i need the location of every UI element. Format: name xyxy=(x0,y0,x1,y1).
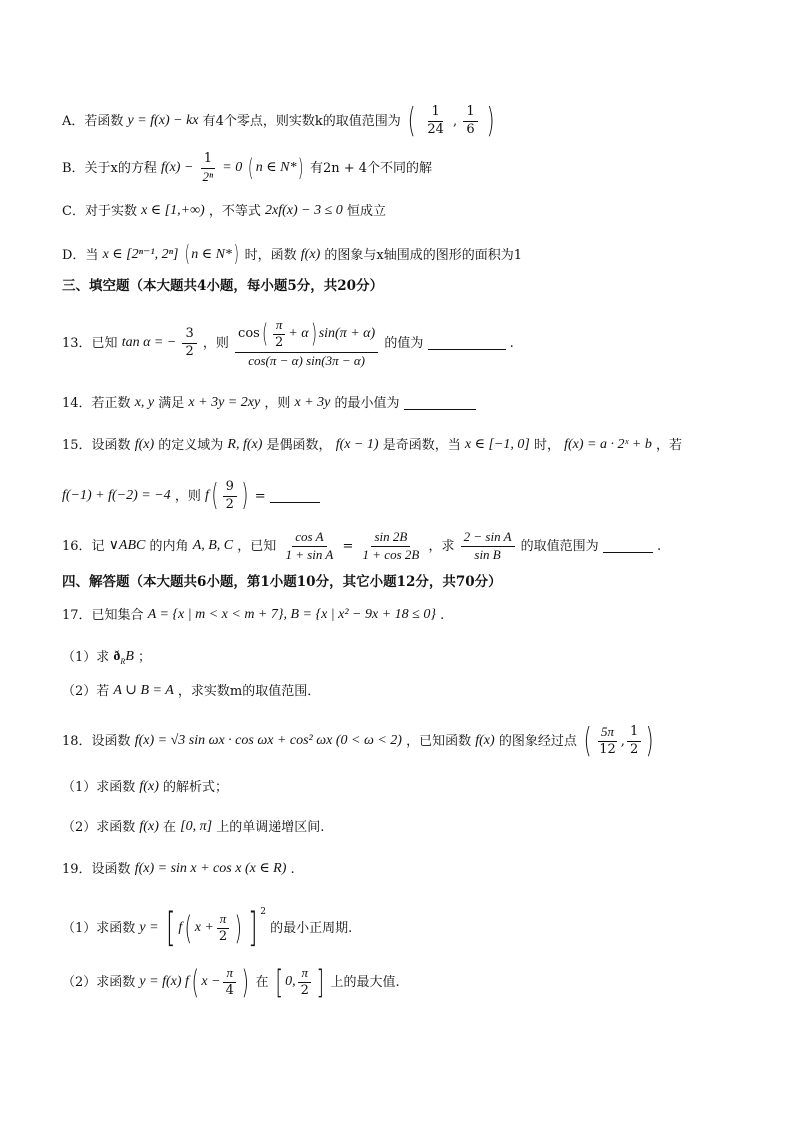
q19-p1-end: 的最小正周期. xyxy=(270,920,353,936)
q18-f: f(x) xyxy=(475,733,495,748)
comma: , xyxy=(453,113,458,129)
bracket-left: [ xyxy=(275,963,283,1002)
frac-1-24 xyxy=(424,105,447,138)
q19-p2-mid: 在 xyxy=(255,974,269,990)
q15-prefix: 15．设函数 xyxy=(62,437,131,453)
frac-num: 2 − sin A xyxy=(461,530,515,547)
question-17-part2 xyxy=(62,684,320,698)
q15-line2-expr: f(−1) + f(−2) = −4 xyxy=(62,488,171,504)
sin-term: sin(π + α) xyxy=(318,326,376,342)
frac-num: 1 xyxy=(201,152,215,169)
q19-p1-x: x + xyxy=(194,920,214,935)
frac-num: π xyxy=(223,966,236,983)
q18-p2-mid: 在 xyxy=(163,819,177,835)
q18-prefix: 18．设函数 xyxy=(62,733,131,749)
q16-text-b: ，已知 xyxy=(237,538,277,554)
paren-right: ) xyxy=(241,963,249,1002)
frac-den: 24 xyxy=(427,121,444,137)
option-c-expr: x ∈ [1,+∞) xyxy=(141,203,205,218)
frac-num: 9 xyxy=(223,480,237,497)
frac-5pi-12 xyxy=(596,725,619,758)
exponent: 2 xyxy=(260,906,266,917)
q13-big-num xyxy=(235,318,378,353)
paren-left: ( xyxy=(407,101,416,141)
frac-den: 1 + cos 2B xyxy=(362,546,420,562)
frac-den: 2 xyxy=(300,982,309,998)
frac-pi-4 xyxy=(223,966,237,999)
paren-right: ) xyxy=(645,721,654,761)
frac-num: 5π xyxy=(598,725,617,742)
frac-9-2 xyxy=(223,480,237,513)
frac-1-6 xyxy=(463,105,477,138)
question-13 xyxy=(62,318,514,369)
paren-left: ( xyxy=(184,242,190,267)
q17-end: . xyxy=(440,607,445,623)
q15-f2: f(x − 1) xyxy=(335,437,379,452)
frac-den: 4 xyxy=(225,982,234,998)
q18-p1-label: （1）求函数 xyxy=(62,779,136,795)
q15-eq: = xyxy=(254,488,266,504)
q18-p2-f: f(x) xyxy=(139,819,159,834)
frac-num: sin 2B xyxy=(371,530,410,547)
q18-expr: f(x) = √3 sin ωx · cos ωx + cos² ωx (0 < ω < 2) xyxy=(134,733,402,748)
frac-2-sinA xyxy=(461,530,515,563)
q17-p2-end: ，求实数m的取值范围． xyxy=(177,683,321,699)
q15-def: f(x) = a · 2ˣ + b xyxy=(564,437,652,452)
frac-1-2n xyxy=(200,152,217,185)
q19-p2-int-a: 0, xyxy=(285,974,296,990)
q16-end: . xyxy=(656,538,662,554)
q19-p2-expr: y = f(x) f xyxy=(139,974,189,990)
q15-text-b: 是偶函数， xyxy=(266,437,332,453)
frac-den: 2 xyxy=(185,343,194,359)
option-d-prefix: D．当 xyxy=(62,247,99,263)
q13-middle: ，则 xyxy=(202,335,229,351)
q14-suffix: 的最小值为 xyxy=(334,395,400,411)
section-3-heading: 三、填空题（本大题共4小题，每小题5分，共20分） xyxy=(62,278,384,294)
question-17-part1 xyxy=(62,650,151,664)
paren-right: ) xyxy=(233,242,239,267)
option-d-suffix: 的图象与x轴围成的图形的面积为1 xyxy=(324,247,522,263)
option-d-expr: x ∈ [2ⁿ⁻¹, 2ⁿ] xyxy=(102,247,179,262)
q16-text-d: 的取值范围为 xyxy=(520,538,599,554)
option-a xyxy=(62,101,497,141)
q16-eq: = xyxy=(342,538,354,554)
q18-p2-label: （2）求函数 xyxy=(62,819,136,835)
question-15-line1 xyxy=(62,438,682,452)
q15-text-c: 是奇函数，当 xyxy=(382,437,461,453)
frac-den: 2 xyxy=(225,496,234,512)
question-18 xyxy=(62,721,656,761)
paren-left: ( xyxy=(211,478,219,514)
question-17 xyxy=(62,608,444,622)
bracket-right: ] xyxy=(316,963,324,1002)
q13-big-fraction xyxy=(235,318,378,369)
q19-end: . xyxy=(290,861,295,877)
frac-num: 1 xyxy=(463,105,477,122)
option-d-cond: n ∈ N* xyxy=(191,247,232,262)
q13-big-den: cos(π − α) sin(3π − α) xyxy=(248,352,366,368)
option-d-expr2: f(x) xyxy=(300,247,321,262)
complement-subscript: R xyxy=(120,657,126,666)
q14-middle: 满足 xyxy=(158,395,185,411)
q18-middle: ，已知函数 xyxy=(406,733,472,749)
q15-f: f(x) xyxy=(134,437,155,452)
question-19 xyxy=(62,862,295,876)
frac-den: sin B xyxy=(474,546,501,562)
answer-blank[interactable] xyxy=(428,337,506,350)
option-d-middle: 时，函数 xyxy=(244,247,297,263)
frac-3-2 xyxy=(182,327,196,360)
q18-p1-f: f(x) xyxy=(139,779,159,794)
q15-domain: R, f(x) xyxy=(227,437,263,452)
paren-left: ( xyxy=(261,319,268,350)
q18-p2-end: 上的单调递增区间. xyxy=(216,819,325,835)
option-c-suffix: 恒成立 xyxy=(346,203,386,219)
paren-left: ( xyxy=(583,721,592,761)
option-a-prefix: A．若函数 xyxy=(62,113,124,129)
answer-blank[interactable] xyxy=(603,540,653,553)
option-b-expr-end: = 0 xyxy=(222,160,243,176)
option-b-prefix: B．关于x的方程 xyxy=(62,160,157,176)
q15-range: x ∈ [−1, 0] xyxy=(464,437,530,452)
answer-blank[interactable] xyxy=(270,490,320,503)
q19-expr: f(x) = sin x + cos x (x ∈ R) xyxy=(134,861,287,876)
q17-prefix: 17．已知集合 xyxy=(62,607,144,623)
paren-left: ( xyxy=(191,963,199,1002)
frac-den: 2 xyxy=(274,334,284,350)
q17-p2-expr: A ∪ B = A xyxy=(113,683,174,698)
q13-prefix: 13．已知 xyxy=(62,335,118,351)
frac-num: π xyxy=(273,318,286,335)
cos-label: cos xyxy=(238,325,260,341)
q15-text-d: 时， xyxy=(533,437,560,453)
q19-prefix: 19．设函数 xyxy=(62,861,131,877)
plus-alpha: + α xyxy=(288,326,309,342)
q15-text-e: ，若 xyxy=(656,437,683,453)
q17-sets: A = {x | m < x < m + 7}, B = {x | x² − 9x + 18 ≤ 0} xyxy=(147,607,436,622)
q19-p1-label: （1）求函数 xyxy=(62,920,136,936)
question-16 xyxy=(62,530,661,563)
q13-tan-expr: tan α = − xyxy=(121,335,177,351)
q14-prefix: 14．若正数 xyxy=(62,395,131,411)
bracket-left: [ xyxy=(165,905,176,951)
q19-p2-x: x − xyxy=(201,974,221,990)
frac-den: 2ⁿ xyxy=(202,168,214,184)
question-18-part1 xyxy=(62,780,228,794)
set-b: B xyxy=(125,649,134,664)
q16-angles: A, B, C xyxy=(192,538,234,554)
q14-eq: x + 3y = 2xy xyxy=(188,395,261,410)
frac-den: 2 xyxy=(218,928,228,944)
frac-num: 1 xyxy=(428,105,442,122)
frac-num: 1 xyxy=(627,725,641,742)
frac-num: π xyxy=(298,966,311,983)
frac-den: 2 xyxy=(629,741,639,757)
question-14 xyxy=(62,396,476,410)
question-18-part2 xyxy=(62,820,324,834)
paren-right: ) xyxy=(486,101,495,141)
q17-p2-label: （2）若 xyxy=(62,683,110,699)
question-19-part2 xyxy=(62,963,400,1002)
q15-fn: f xyxy=(204,488,209,504)
bracket-right: ] xyxy=(247,905,258,951)
frac-num: 3 xyxy=(182,327,196,344)
q14-vars: x, y xyxy=(134,395,155,410)
paren-left: ( xyxy=(248,154,254,183)
q13-suffix: 的值为 xyxy=(384,335,424,351)
option-c-expr2: 2xf(x) − 3 ≤ 0 xyxy=(265,203,343,218)
frac-pi-2 xyxy=(298,966,312,999)
q19-p2-label: （2）求函数 xyxy=(62,974,136,990)
q16-text-a: 的内角 xyxy=(149,538,189,554)
paren-right: ) xyxy=(234,909,243,947)
question-19-part1 xyxy=(62,905,353,951)
q16-text-c: ，求 xyxy=(428,538,455,554)
q15-line2-mid: ，则 xyxy=(174,488,201,504)
frac-pi-2 xyxy=(272,318,286,351)
option-b xyxy=(62,152,432,185)
section-4-heading: 四、解答题（本大题共6小题，第1小题10分，其它小题12分，共70分） xyxy=(62,574,502,590)
option-a-text: 有4个零点，则实数k的取值范围为 xyxy=(202,113,401,129)
option-a-expr: y = f(x) − kx xyxy=(127,113,199,128)
q18-p2-interval: [0, π] xyxy=(180,819,213,834)
question-15-line2 xyxy=(62,480,320,513)
frac-den: 1 + sin A xyxy=(285,546,334,562)
option-c-prefix: C．对于实数 xyxy=(62,203,137,219)
complement-symbol: ð xyxy=(113,649,121,664)
paren-right: ) xyxy=(310,319,317,350)
frac-1-2 xyxy=(627,725,641,758)
q16-triangle: ∨ABC xyxy=(108,538,146,554)
q18-suffix: 的图象经过点 xyxy=(498,733,577,749)
q17-p1-end: ； xyxy=(138,649,152,665)
q14-expr: x + 3y xyxy=(294,395,331,410)
option-b-suffix: 有2n + 4个不同的解 xyxy=(309,160,433,176)
q19-p1-f: f xyxy=(178,920,183,935)
q18-p1-end: 的解析式； xyxy=(163,779,229,795)
frac-pi-2 xyxy=(216,912,230,945)
frac-den: 6 xyxy=(466,121,475,137)
q17-p1-label: （1）求 xyxy=(62,649,110,665)
paren-right: ) xyxy=(241,478,249,514)
frac-sin2B xyxy=(360,530,423,563)
comma: , xyxy=(620,733,625,749)
option-c-middle: ，不等式 xyxy=(208,203,261,219)
q14-middle2: ，则 xyxy=(264,395,291,411)
paren-right: ) xyxy=(298,154,304,183)
frac-den: 12 xyxy=(599,741,616,757)
paren-left: ( xyxy=(184,909,193,947)
frac-cosA xyxy=(282,530,336,563)
option-b-cond: n ∈ N* xyxy=(255,160,297,176)
option-c xyxy=(62,204,386,218)
option-d xyxy=(62,244,522,266)
q19-p2-end: 上的最大值. xyxy=(330,974,400,990)
frac-num: π xyxy=(217,912,230,929)
q16-prefix: 16．记 xyxy=(62,538,105,554)
frac-num: cos A xyxy=(292,530,326,547)
q19-p1-y: y = xyxy=(139,920,159,935)
q13-end: . xyxy=(509,335,514,351)
q15-text-a: 的定义域为 xyxy=(158,437,224,453)
answer-blank[interactable] xyxy=(404,397,476,410)
option-b-expr-start: f(x) − xyxy=(161,160,194,176)
